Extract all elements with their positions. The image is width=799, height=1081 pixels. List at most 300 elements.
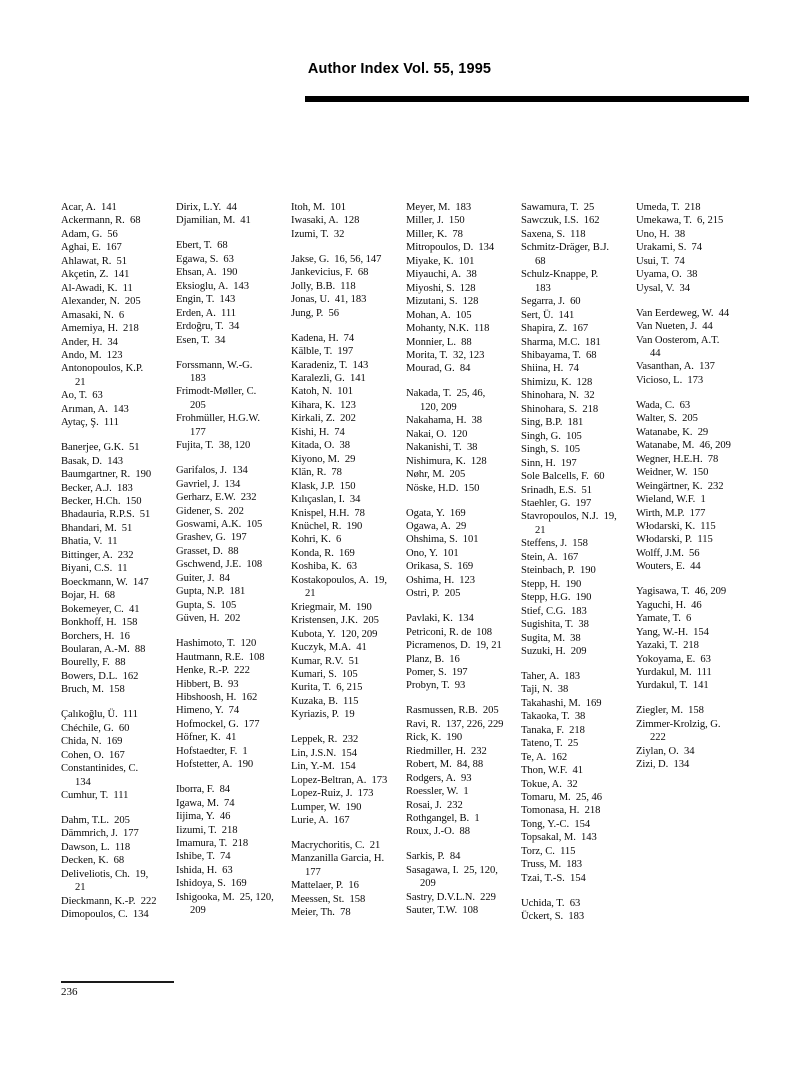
- index-entry: Engin, T. 143: [176, 294, 236, 306]
- index-entry: Yamate, T. 6: [636, 613, 692, 625]
- index-entry: Höfner, K. 41: [176, 732, 237, 744]
- index-entry: Nakai, O. 120: [406, 428, 468, 440]
- index-entry: Iijima, Y. 46: [176, 811, 231, 823]
- index-entry: Ogawa, A. 29: [406, 520, 467, 532]
- index-entry: Amemiya, H. 218: [61, 323, 139, 335]
- index-entry: Uchida, T. 63: [521, 897, 581, 909]
- index-column-inner: [636, 201, 751, 772]
- index-entry: Kishi, H. 74: [291, 426, 345, 438]
- index-entry: Ao, T. 63: [61, 390, 103, 402]
- index-entry: Henke, R.-P. 222: [176, 665, 250, 677]
- index-entry: Tong, Y.-C. 154: [521, 818, 591, 830]
- index-entry: Aytaç, Ş. 111: [61, 417, 119, 429]
- index-entry: Banerjee, G.K. 51: [61, 442, 140, 454]
- index-entry: Iizumi, T. 218: [176, 824, 238, 836]
- index-entry: Uyama, O. 38: [636, 269, 698, 281]
- index-entry: Taher, A. 183: [521, 670, 581, 682]
- index-entry: Sinn, H. 197: [521, 457, 577, 469]
- index-entry: Roux, J.-O. 88: [406, 826, 470, 838]
- index-entry: Shibayama, T. 68: [521, 349, 597, 361]
- index-entry: Van Oosterom, A.T. 44: [636, 334, 751, 361]
- index-entry: Al-Awadi, K. 11: [61, 282, 133, 294]
- index-entry: Forssmann, W.-G. 183: [176, 359, 291, 386]
- index-entry-continuation: 177: [305, 866, 321, 878]
- index-entry: Miyauchi, A. 38: [406, 269, 477, 281]
- index-column: [636, 201, 751, 772]
- index-letter-group: [61, 708, 176, 802]
- index-entry: Lin, Y.-M. 154: [291, 761, 356, 773]
- index-entry-continuation: 209: [420, 878, 436, 890]
- index-entry: Borchers, H. 16: [61, 630, 130, 642]
- index-entry: Van Eerdeweg, W. 44: [636, 307, 730, 319]
- index-entry: Jonas, U. 41, 183: [291, 294, 367, 306]
- index-entry: Sarkis, P. 84: [406, 851, 461, 863]
- index-letter-group: [61, 201, 176, 430]
- index-entry: Amasaki, N. 6: [61, 309, 125, 321]
- index-entry: Chida, N. 169: [61, 736, 123, 748]
- index-entry: Frimodt-Møller, C. 205: [176, 385, 291, 412]
- index-entry: Jakse, G. 16, 56, 147: [291, 253, 382, 265]
- index-entry: Steffens, J. 158: [521, 538, 588, 550]
- index-letter-group: [636, 704, 751, 771]
- index-entry: Aghai, E. 167: [61, 242, 122, 254]
- index-letter-group: [636, 585, 751, 693]
- index-entry-continuation: 183: [535, 282, 551, 294]
- index-entry: Meyer, M. 183: [406, 202, 472, 213]
- index-entry: Lurie, A. 167: [291, 814, 350, 826]
- index-entry: Nishimura, K. 128: [406, 455, 487, 467]
- index-entry: Weidner, W. 150: [636, 467, 709, 479]
- index-entry: Güven, H. 202: [176, 613, 241, 625]
- index-entry: Djamilian, M. 41: [176, 215, 251, 227]
- index-entry: Sharma, M.C. 181: [521, 336, 601, 348]
- index-entry: Katoh, N. 101: [291, 386, 353, 398]
- index-entry: Bojar, H. 68: [61, 590, 115, 602]
- index-entry: Macrychoritis, C. 21: [291, 839, 381, 851]
- index-entry: Fujita, T. 38, 120: [176, 440, 251, 452]
- index-entry: Tanaka, F. 218: [521, 724, 585, 736]
- index-entry: Yazaki, T. 218: [636, 640, 699, 652]
- index-entry: Rodgers, A. 93: [406, 772, 472, 784]
- index-entry: Oshima, H. 123: [406, 574, 475, 586]
- index-letter-group: [636, 399, 751, 574]
- index-entry: Kuzaka, B. 115: [291, 695, 359, 707]
- index-entry: Schulz-Knappe, P. 183: [521, 268, 636, 295]
- index-entry: Egawa, S. 63: [176, 253, 234, 265]
- index-entry: Stepp, H.G. 190: [521, 592, 592, 604]
- index-entry: Arıman, A. 143: [61, 403, 129, 415]
- index-column: [291, 201, 406, 920]
- index-entry: Picramenos, D. 19, 21: [406, 640, 502, 652]
- index-entry: Umekawa, T. 6, 215: [636, 215, 724, 227]
- index-entry: Hashimoto, T. 120: [176, 638, 257, 650]
- index-entry: Alexander, N. 205: [61, 296, 141, 308]
- index-entry: Ishidoya, S. 169: [176, 878, 247, 890]
- index-entry: Hofstaedter, F. 1: [176, 745, 248, 757]
- index-entry: Kumar, R.V. 51: [291, 655, 360, 667]
- index-entry: Basak, D. 143: [61, 455, 123, 467]
- index-entry: Antonopoulos, K.P. 21: [61, 362, 176, 389]
- index-entry: Klask, J.P. 150: [291, 480, 356, 492]
- index-entry: Ziegler, M. 158: [636, 705, 704, 717]
- index-entry: Watanabe, M. 46, 209: [636, 440, 731, 452]
- index-letter-group: [291, 733, 406, 827]
- index-entry: Hibshoosh, H. 162: [176, 691, 258, 703]
- index-letter-group: [176, 464, 291, 625]
- index-entry-continuation: 68: [535, 255, 546, 267]
- index-letter-group: [291, 201, 406, 241]
- index-entry: Ackermann, R. 68: [61, 215, 141, 227]
- index-letter-group: [176, 783, 291, 918]
- index-entry: Nakada, T. 25, 46, 120, 209: [406, 387, 521, 414]
- index-entry: Hofstetter, A. 190: [176, 759, 254, 771]
- index-entry: Sugishita, T. 38: [521, 619, 589, 631]
- index-entry: Sasagawa, I. 25, 120, 209: [406, 864, 521, 891]
- index-letter-group: [406, 507, 521, 601]
- index-entry: Dämmrich, J. 177: [61, 828, 139, 840]
- index-entry: Tomaru, M. 25, 46: [521, 791, 603, 803]
- index-entry: Takahashi, M. 169: [521, 697, 602, 709]
- index-entry: Biyani, C.S. 11: [61, 563, 128, 575]
- index-entry: Kiyono, M. 29: [291, 453, 356, 465]
- index-column: [176, 201, 291, 918]
- index-entry: Mohanty, N.K. 118: [406, 323, 490, 335]
- index-entry: Kitada, O. 38: [291, 440, 351, 452]
- index-entry: Yokoyama, E. 63: [636, 653, 711, 665]
- index-entry: Kriegmair, M. 190: [291, 601, 372, 613]
- index-entry: Ostri, P. 205: [406, 588, 461, 600]
- index-letter-group: [291, 332, 406, 722]
- index-entry-continuation: 209: [190, 905, 206, 917]
- index-entry: Tomonasa, H. 218: [521, 805, 601, 817]
- index-entry: Tzai, T.-S. 154: [521, 872, 586, 884]
- index-entry: Konda, R. 169: [291, 547, 355, 559]
- index-entry: Knüchel, R. 190: [291, 520, 363, 532]
- index-entry: Jankevicius, F. 68: [291, 267, 369, 279]
- index-letter-group: [406, 704, 521, 839]
- index-entry: Vasanthan, A. 137: [636, 361, 715, 373]
- index-entry: Wolff, J.M. 56: [636, 547, 700, 559]
- index-entry: Kurita, T. 6, 215: [291, 682, 363, 694]
- index-letter-group: [406, 612, 521, 693]
- index-entry: Shinohara, S. 218: [521, 403, 599, 415]
- index-entry: Dahm, T.L. 205: [61, 814, 130, 826]
- index-entry: Rick, K. 190: [406, 732, 463, 744]
- index-entry: Grashev, G. 197: [176, 532, 247, 544]
- index-entry: Umeda, T. 218: [636, 202, 701, 213]
- index-letter-group: [176, 359, 291, 453]
- index-entry: Orikasa, S. 169: [406, 561, 474, 573]
- index-entry: Mourad, G. 84: [406, 363, 471, 375]
- index-letter-group: [61, 814, 176, 922]
- index-entry: Miller, K. 78: [406, 228, 463, 240]
- index-entry: Kihara, K. 123: [291, 399, 356, 411]
- index-entry: Nakahama, H. 38: [406, 415, 482, 427]
- index-entry: Nakanishi, T. 38: [406, 442, 478, 454]
- index-entry: Knispel, H.H. 78: [291, 507, 365, 519]
- index-entry: Imamura, T. 218: [176, 837, 249, 849]
- index-entry: Włodarski, K. 115: [636, 520, 716, 532]
- index-entry-continuation: 222: [650, 732, 666, 744]
- index-entry: Meessen, St. 158: [291, 893, 366, 905]
- index-entry: Miller, J. 150: [406, 215, 465, 227]
- index-entry: Walter, S. 205: [636, 413, 698, 425]
- index-entry: Riedmiller, H. 232: [406, 745, 487, 757]
- index-entry: Cumhur, T. 111: [61, 790, 129, 802]
- page-number: 236: [61, 986, 78, 998]
- index-entry: Sawamura, T. 25: [521, 202, 595, 213]
- index-entry: Gavriel, J. 134: [176, 478, 241, 490]
- index-entry: Erdoğru, T. 34: [176, 321, 240, 333]
- index-letter-group: [176, 239, 291, 347]
- index-entry: Baumgartner, R. 190: [61, 469, 152, 481]
- index-entry: Koshiba, K. 63: [291, 561, 358, 573]
- index-letter-group: [176, 637, 291, 772]
- index-column-inner: [61, 201, 176, 922]
- index-entry: Lumper, W. 190: [291, 801, 362, 813]
- index-entry-continuation: 21: [75, 882, 86, 894]
- index-entry: Stein, A. 167: [521, 551, 579, 563]
- index-entry: Kadena, H. 74: [291, 332, 355, 344]
- index-entry: Sastry, D.V.L.N. 229: [406, 891, 496, 903]
- index-entry: Igawa, M. 74: [176, 797, 235, 809]
- index-entry: Zizi, D. 134: [636, 759, 690, 771]
- index-entry: Esen, T. 34: [176, 334, 226, 346]
- index-entry: Itoh, M. 101: [291, 202, 346, 213]
- index-entry: Shapira, Z. 167: [521, 323, 589, 335]
- index-entry-continuation: 21: [535, 524, 546, 536]
- index-entry: Ahlawat, R. 51: [61, 255, 128, 267]
- index-letter-group: [521, 670, 636, 885]
- index-entry: Karalezli, G. 141: [291, 372, 366, 384]
- index-entry: Hibbert, B. 93: [176, 678, 239, 690]
- index-letter-group: [406, 850, 521, 917]
- index-entry: Monnier, L. 88: [406, 336, 472, 348]
- index-entry: Himeno, Y. 74: [176, 705, 240, 717]
- index-entry: Izumi, T. 32: [291, 228, 345, 240]
- index-entry: Becker, A.J. 183: [61, 482, 133, 494]
- index-entry-continuation: 21: [305, 588, 316, 600]
- index-entry: Weingärtner, K. 232: [636, 480, 724, 492]
- index-entry: Miyoshi, S. 128: [406, 282, 476, 294]
- index-letter-group: [406, 201, 521, 376]
- index-entry: Thon, W.F. 41: [521, 765, 584, 777]
- index-entry: Staehler, G. 197: [521, 497, 592, 509]
- index-entry: Eksioglu, A. 143: [176, 280, 250, 292]
- index-entry: Taji, N. 38: [521, 684, 569, 696]
- index-column-inner: [406, 201, 521, 918]
- index-entry: Ando, M. 123: [61, 349, 123, 361]
- index-entry: Sole Balcells, F. 60: [521, 471, 605, 483]
- index-column-inner: [176, 201, 291, 918]
- index-entry: Topsakal, M. 143: [521, 832, 597, 844]
- index-entry: Becker, H.Ch. 150: [61, 496, 142, 508]
- index-entry: Mattelaer, P. 16: [291, 880, 359, 892]
- index-entry: Yagisawa, T. 46, 209: [636, 586, 727, 598]
- index-entry: Shinohara, N. 32: [521, 390, 595, 402]
- index-entry: Ziylan, O. 34: [636, 745, 695, 757]
- index-entry: Manzanilla Garcia, H. 177: [291, 852, 406, 879]
- index-entry: Petriconi, R. de 108: [406, 626, 493, 638]
- index-entry-continuation: 177: [190, 426, 206, 438]
- index-entry: Nøhr, M. 205: [406, 469, 466, 481]
- index-entry: Çalıkoğlu, Ü. 111: [61, 709, 138, 721]
- index-entry: Rothgangel, B. 1: [406, 813, 480, 825]
- index-entry: Vicioso, L. 173: [636, 374, 704, 386]
- index-entry: Wirth, M.P. 177: [636, 507, 706, 519]
- index-entry: Usui, T. 74: [636, 255, 685, 267]
- index-entry: Sing, B.P. 181: [521, 417, 584, 429]
- index-letter-group: [291, 839, 406, 920]
- index-entry: Miyake, K. 101: [406, 255, 475, 267]
- page-header: [0, 60, 799, 78]
- index-entry: Decken, K. 68: [61, 855, 125, 867]
- index-entry: Ehsan, A. 190: [176, 267, 238, 279]
- index-entry: Leppek, R. 232: [291, 734, 359, 746]
- index-entry: Ander, H. 34: [61, 336, 118, 348]
- index-entry: Gschwend, J.E. 108: [176, 559, 263, 571]
- index-entry: Srinadh, E.S. 51: [521, 484, 592, 496]
- index-entry: Kohri, K. 6: [291, 534, 342, 546]
- index-entry: Uno, H. 38: [636, 228, 686, 240]
- index-entry: Mohan, A. 105: [406, 309, 472, 321]
- index-entry-continuation: 120, 209: [420, 401, 457, 413]
- index-entry: Ückert, S. 183: [521, 911, 585, 923]
- index-entry: Karadeniz, T. 143: [291, 359, 369, 371]
- index-entry: Klän, R. 78: [291, 467, 342, 479]
- index-entry: Urakami, S. 74: [636, 242, 703, 254]
- index-entry: Ohshima, S. 101: [406, 534, 479, 546]
- index-entry: Mizutani, S. 128: [406, 296, 479, 308]
- index-entry: Boeckmann, W. 147: [61, 576, 149, 588]
- index-entry: Ono, Y. 101: [406, 547, 459, 559]
- index-column-inner: [291, 201, 406, 920]
- index-entry-continuation: 134: [75, 776, 91, 788]
- index-entry: Kostakopoulos, A. 19, 21: [291, 574, 406, 601]
- index-entry: Sauter, T.W. 108: [406, 905, 479, 917]
- index-entry: Kumari, S. 105: [291, 668, 358, 680]
- index-entry: Kirkali, Z. 202: [291, 413, 356, 425]
- index-entry: Shiina, H. 74: [521, 363, 579, 375]
- index-entry: Singh, S. 105: [521, 444, 581, 456]
- index-entry: Morita, T. 32, 123: [406, 349, 485, 361]
- index-letter-group: [61, 441, 176, 697]
- index-entry: Pomer, S. 197: [406, 667, 468, 678]
- index-entry: Schmitz-Dräger, B.J. 68: [521, 241, 636, 268]
- index-entry: Ishida, H. 63: [176, 864, 233, 876]
- page-title: Author Index Vol. 55, 1995: [307, 61, 492, 77]
- index-entry: Iborra, F. 84: [176, 784, 231, 796]
- index-entry: Akçetin, Z. 141: [61, 269, 130, 281]
- index-entry: Steinbach, P. 190: [521, 565, 596, 577]
- index-entry: Nöske, H.D. 150: [406, 482, 480, 494]
- index-entry: Sawczuk, I.S. 162: [521, 215, 600, 227]
- index-entry: Wada, C. 63: [636, 399, 691, 411]
- index-entry: Goswami, A.K. 105: [176, 519, 263, 531]
- index-entry: Segarra, J. 60: [521, 296, 581, 308]
- index-entry: Stavropoulos, N.J. 19, 21: [521, 510, 636, 537]
- index-entry: Hautmann, R.E. 108: [176, 651, 265, 663]
- index-entry: Lopez-Ruiz, J. 173: [291, 788, 374, 800]
- index-entry: Kälble, T. 197: [291, 346, 354, 358]
- index-entry: Tateno, T. 25: [521, 738, 579, 750]
- index-entry: Rasmussen, R.B. 205: [406, 705, 499, 717]
- index-entry: Bruch, M. 158: [61, 684, 125, 696]
- index-column: [406, 201, 521, 918]
- index-entry: Kuczyk, M.A. 41: [291, 642, 367, 654]
- index-entry: Gerharz, E.W. 232: [176, 492, 257, 504]
- index-entry: Ishibe, T. 74: [176, 851, 231, 863]
- index-entry: Constantinides, C. 134: [61, 762, 176, 789]
- index-entry: Bittinger, A. 232: [61, 549, 134, 561]
- index-entry: Sugita, M. 38: [521, 632, 581, 644]
- index-entry: Van Nueten, J. 44: [636, 321, 713, 333]
- index-entry: Mitropoulos, D. 134: [406, 242, 495, 254]
- index-entry: Deliveliotis, Ch. 19, 21: [61, 868, 176, 895]
- index-entry: Jung, P. 56: [291, 307, 339, 319]
- index-entry: Grasset, D. 88: [176, 545, 239, 557]
- index-entry: Gupta, N.P. 181: [176, 586, 246, 598]
- index-entry: Planz, B. 16: [406, 653, 460, 665]
- index-entry: Watanabe, K. 29: [636, 426, 709, 438]
- index-entry: Meier, Th. 78: [291, 907, 351, 919]
- index-entry: Zimmer-Krolzig, G. 222: [636, 718, 751, 745]
- index-letter-group: [636, 307, 751, 388]
- index-entry: Saxena, S. 118: [521, 228, 586, 240]
- index-entry: Wegner, H.E.H. 78: [636, 453, 719, 465]
- index-letter-group: [636, 201, 751, 295]
- index-entry: Uysal, V. 34: [636, 282, 690, 294]
- index-entry: Te, A. 162: [521, 751, 568, 763]
- index-entry: Boularan, A.-M. 88: [61, 644, 146, 655]
- index-entry: Dirix, L.Y. 44: [176, 202, 237, 213]
- index-entry: Truss, M. 183: [521, 859, 583, 871]
- index-entry: Tokue, A. 32: [521, 778, 578, 790]
- index-entry: Gidener, S. 202: [176, 505, 244, 517]
- index-entry: Ravi, R. 137, 226, 229: [406, 718, 504, 730]
- index-column-inner: [521, 201, 636, 924]
- index-entry: Yang, W.-H. 154: [636, 626, 709, 638]
- index-entry: Stief, C.G. 183: [521, 605, 587, 617]
- index-entry-continuation: 21: [75, 376, 86, 388]
- index-entry-continuation: 44: [650, 348, 661, 360]
- index-entry: Stepp, H. 190: [521, 578, 582, 590]
- index-entry: Dimopoulos, C. 134: [61, 909, 149, 921]
- index-entry: Bhadauria, R.P.S. 51: [61, 509, 151, 521]
- index-entry: Frohmüller, H.G.W. 177: [176, 412, 291, 439]
- index-entry: Jolly, B.B. 118: [291, 280, 356, 292]
- index-entry: Ishigooka, M. 25, 120, 209: [176, 891, 291, 918]
- title-divider-rule: [305, 96, 749, 102]
- index-column: [521, 201, 636, 924]
- index-entry: Włodarski, P. 115: [636, 534, 713, 546]
- index-entry: Roessler, W. 1: [406, 786, 469, 798]
- index-letter-group: [176, 201, 291, 228]
- index-entry: Lin, J.S.N. 154: [291, 747, 358, 759]
- index-entry: Lopez-Beltran, A. 173: [291, 774, 388, 786]
- index-entry: Wouters, E. 44: [636, 561, 701, 573]
- index-entry: Suzuki, H. 209: [521, 645, 587, 657]
- index-entry: Robert, M. 84, 88: [406, 759, 484, 771]
- index-entry: Bowers, D.L. 162: [61, 670, 139, 682]
- index-letter-group: [521, 897, 636, 924]
- index-entry: Gupta, S. 105: [176, 599, 237, 611]
- index-entry: Yurdakul, T. 141: [636, 680, 709, 692]
- index-entry: Kristensen, J.K. 205: [291, 615, 379, 627]
- index-entry: Sert, Ü. 141: [521, 309, 575, 321]
- index-entry: Cohen, O. 167: [61, 749, 125, 761]
- index-entry: Guiter, J. 84: [176, 572, 230, 584]
